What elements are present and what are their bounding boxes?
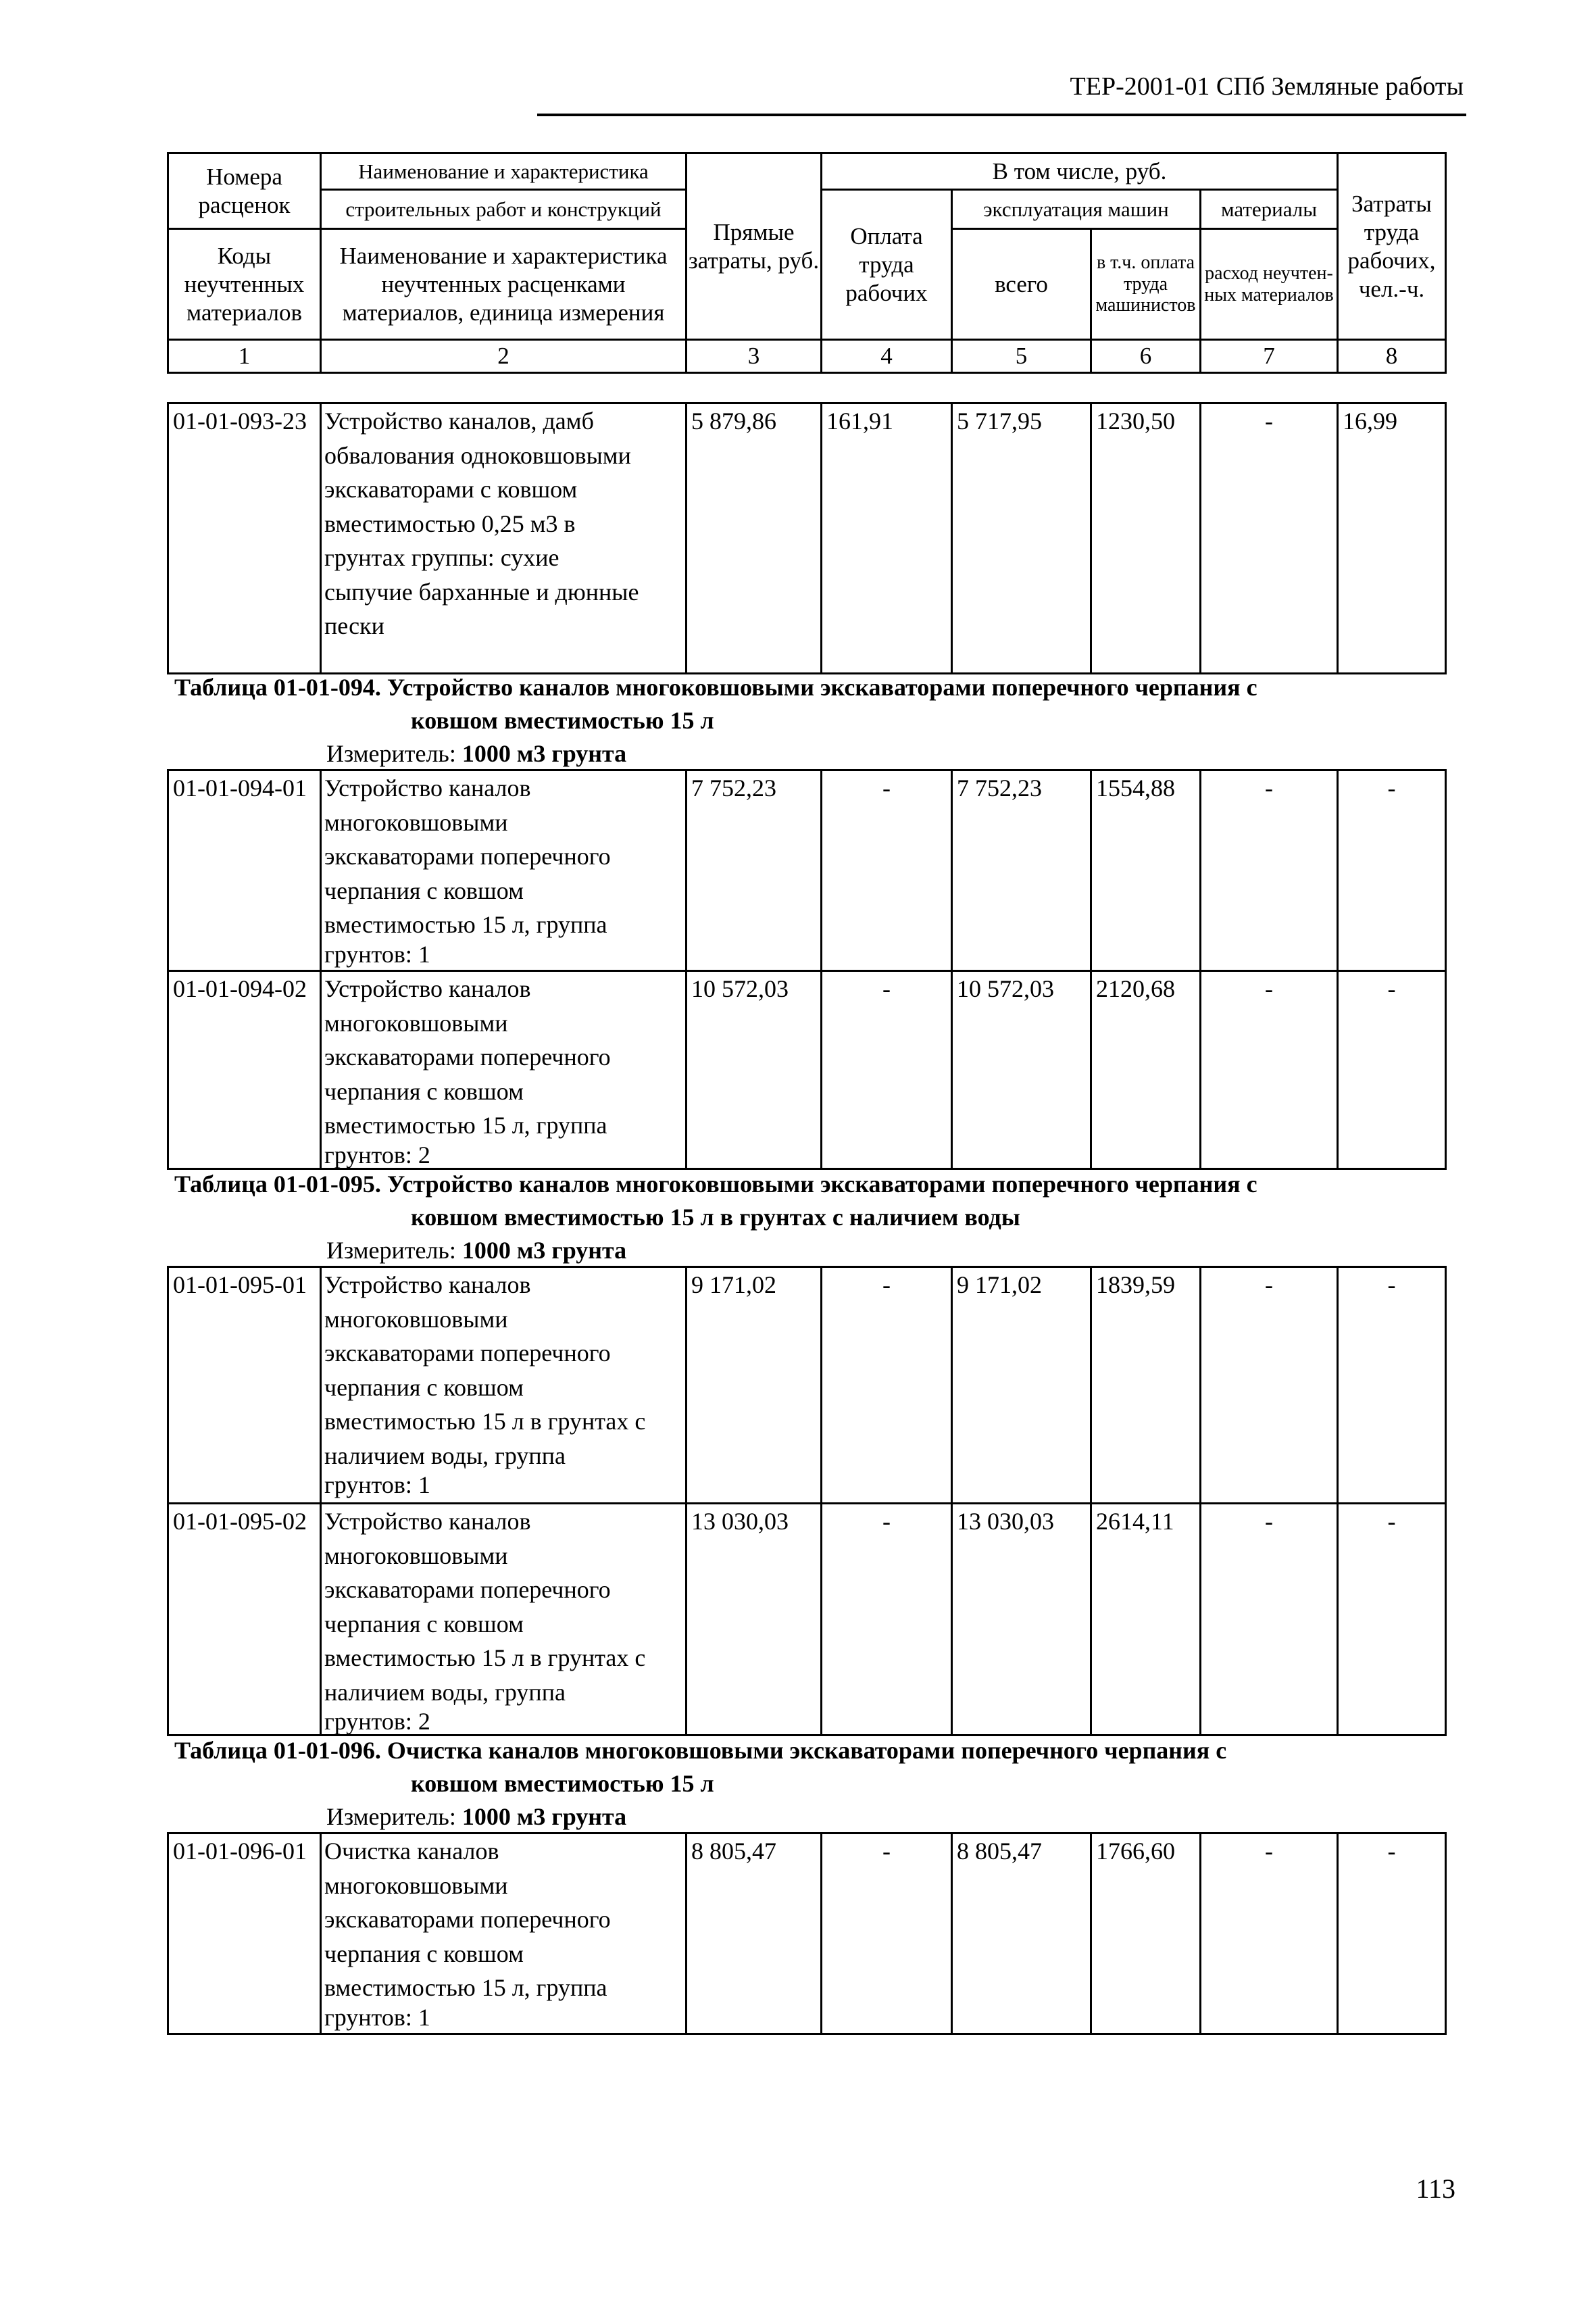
- desc-line: черпания с ковшом: [324, 1077, 524, 1105]
- desc-line: черпания с ковшом: [324, 1610, 524, 1638]
- desc-line: вместимостью 15 л, группа: [324, 911, 607, 938]
- measure-value: 1000 м3 грунта: [462, 1803, 627, 1830]
- desc-line: сыпучие барханные и дюнные: [324, 578, 639, 606]
- rate-table-094: [167, 769, 1447, 1170]
- material-use: -: [1201, 1504, 1338, 1736]
- desc-line: черпания с ковшом: [324, 877, 524, 904]
- desc-line: черпания с ковшом: [324, 1940, 524, 1967]
- col-num: 7: [1201, 340, 1338, 373]
- measure-unit: [326, 1236, 626, 1264]
- machinist-pay: 1554,88: [1091, 770, 1201, 971]
- rate-code: 01-01-093-23: [168, 403, 321, 674]
- desc-line: экскаваторами поперечного: [324, 843, 611, 870]
- labor-hours: -: [1338, 1267, 1446, 1504]
- rate-description: [321, 1267, 687, 1504]
- col-num: 1: [168, 340, 321, 373]
- col-num: 3: [687, 340, 822, 373]
- labor-pay: -: [822, 1833, 952, 2034]
- measure-unit: [326, 1802, 626, 1831]
- direct-costs: 7 752,23: [687, 770, 822, 971]
- measure-label: Измеритель:: [326, 1237, 456, 1264]
- header-name2: Наименование и характеристика неучтенных расценками материалов, единица измерения: [321, 229, 687, 340]
- desc-line: экскаваторами поперечного: [324, 1906, 611, 1933]
- desc-line: многоковшовыми: [324, 1871, 508, 1899]
- rate-description: [321, 403, 687, 674]
- desc-line: экскаваторами поперечного: [324, 1339, 611, 1367]
- col-num: 2: [321, 340, 687, 373]
- caption-line: Таблица 01-01-095. Устройство каналов многоковшовыми экскаваторами поперечного черпания с: [174, 1171, 1257, 1198]
- machine-total: 10 572,03: [952, 971, 1091, 1169]
- desc-line: наличием воды, группа: [324, 1678, 566, 1706]
- header-vtch: в т.ч. оплата труда машинистов: [1091, 229, 1201, 340]
- machine-total: 9 171,02: [952, 1267, 1091, 1504]
- rate-table-095: [167, 1266, 1447, 1736]
- labor-pay: 161,91: [822, 403, 952, 674]
- table-row: [168, 1504, 1446, 1736]
- material-use: -: [1201, 1833, 1338, 2034]
- header-name-line1: Наименование и характеристика: [321, 153, 687, 190]
- desc-line: экскаваторами поперечного: [324, 1043, 611, 1070]
- col-num: 4: [822, 340, 952, 373]
- rate-description: [321, 1833, 687, 2034]
- machine-total: 8 805,47: [952, 1833, 1091, 2034]
- desc-line: обвалования одноковшовыми: [324, 441, 631, 469]
- labor-pay: -: [822, 1267, 952, 1504]
- rate-description: [321, 1504, 687, 1736]
- material-use: -: [1201, 1267, 1338, 1504]
- machine-total: 13 030,03: [952, 1504, 1091, 1736]
- rate-description: [321, 971, 687, 1169]
- caption-line: ковшом вместимостью 15 л: [411, 707, 714, 734]
- desc-line: Устройство каналов: [324, 1271, 531, 1298]
- desc-line: многоковшовыми: [324, 1542, 508, 1569]
- header-vsego: всего: [952, 229, 1091, 340]
- header-nomera: Номера расценок: [168, 153, 321, 229]
- table-row: [168, 770, 1446, 971]
- labor-hours: -: [1338, 971, 1446, 1169]
- desc-line: грунтов: 2: [324, 1141, 430, 1168]
- desc-line: Устройство каналов: [324, 774, 531, 802]
- machinist-pay: 1839,59: [1091, 1267, 1201, 1504]
- machinist-pay: 1230,50: [1091, 403, 1201, 674]
- desc-line: пески: [324, 612, 384, 639]
- header-ekspluatacia: эксплуатация машин: [952, 190, 1201, 229]
- table-row: [168, 1833, 1446, 2034]
- caption-line: ковшом вместимостью 15 л: [411, 1770, 714, 1797]
- measure-value: 1000 м3 грунта: [462, 1237, 627, 1264]
- measure-value: 1000 м3 грунта: [462, 740, 627, 767]
- desc-line: грунтов: 1: [324, 2003, 430, 2031]
- table-row: [168, 1267, 1446, 1504]
- page-number: 113: [1416, 2173, 1455, 2204]
- header-name-line2: строительных работ и конструкций: [321, 190, 687, 229]
- labor-hours: -: [1338, 1504, 1446, 1736]
- desc-line: экскаваторами с ковшом: [324, 476, 578, 503]
- col-num: 5: [952, 340, 1091, 373]
- direct-costs: 8 805,47: [687, 1833, 822, 2034]
- desc-line: вместимостью 15 л в грунтах с: [324, 1408, 646, 1435]
- labor-pay: -: [822, 1504, 952, 1736]
- machine-total: 5 717,95: [952, 403, 1091, 674]
- measure-label: Измеритель:: [326, 1803, 456, 1830]
- column-header-table: [167, 152, 1447, 374]
- desc-line: Устройство каналов, дамб: [324, 408, 594, 435]
- direct-costs: 13 030,03: [687, 1504, 822, 1736]
- material-use: -: [1201, 971, 1338, 1169]
- header-v-tom-chisle: В том числе, руб.: [822, 153, 1338, 190]
- desc-line: Очистка каналов: [324, 1838, 499, 1865]
- header-zatraty: Затраты труда рабочих, чел.-ч.: [1338, 153, 1446, 340]
- desc-line: грунтов: 1: [324, 940, 430, 968]
- desc-line: вместимостью 15 л, группа: [324, 1112, 607, 1139]
- labor-pay: -: [822, 971, 952, 1169]
- machinist-pay: 2120,68: [1091, 971, 1201, 1169]
- desc-line: Устройство каналов: [324, 975, 531, 1002]
- caption-line: ковшом вместимостью 15 л в грунтах с наличием воды: [411, 1204, 1020, 1231]
- desc-line: экскаваторами поперечного: [324, 1576, 611, 1603]
- header-rashod: расход неучтен-ных материалов: [1201, 229, 1338, 340]
- direct-costs: 10 572,03: [687, 971, 822, 1169]
- desc-line: вместимостью 15 л в грунтах с: [324, 1644, 646, 1671]
- machinist-pay: 2614,11: [1091, 1504, 1201, 1736]
- rate-description: [321, 770, 687, 971]
- desc-line: грунтах группы: сухие: [324, 544, 559, 571]
- labor-hours: -: [1338, 1833, 1446, 2034]
- labor-hours: 16,99: [1338, 403, 1446, 674]
- machine-total: 7 752,23: [952, 770, 1091, 971]
- rate-code: 01-01-096-01: [168, 1833, 321, 2034]
- col-num: 6: [1091, 340, 1201, 373]
- table-row: [168, 971, 1446, 1169]
- desc-line: Устройство каналов: [324, 1508, 531, 1535]
- table-row: [168, 403, 1446, 674]
- rate-code: 01-01-095-02: [168, 1504, 321, 1736]
- rate-code: 01-01-094-01: [168, 770, 321, 971]
- labor-pay: -: [822, 770, 952, 971]
- material-use: -: [1201, 770, 1338, 971]
- measure-label: Измеритель:: [326, 740, 456, 767]
- col-num: 8: [1338, 340, 1446, 373]
- caption-line: Таблица 01-01-096. Очистка каналов многоковшовыми экскаваторами поперечного черпания с: [174, 1737, 1227, 1764]
- header-oplata: Оплата труда рабочих: [822, 190, 952, 340]
- desc-line: грунтов: 2: [324, 1708, 430, 1735]
- labor-hours: -: [1338, 770, 1446, 971]
- column-numbers-row: [168, 340, 1446, 373]
- direct-costs: 9 171,02: [687, 1267, 822, 1504]
- desc-line: вместимостью 0,25 м3 в: [324, 510, 576, 537]
- rate-table-093: [167, 402, 1447, 674]
- material-use: -: [1201, 403, 1338, 674]
- header-kody: Коды неучтенных материалов: [168, 229, 321, 340]
- caption-line: Таблица 01-01-094. Устройство каналов многоковшовыми экскаваторами поперечного черпания с: [174, 674, 1257, 701]
- desc-line: вместимостью 15 л, группа: [324, 1974, 607, 2001]
- header-rule: [537, 114, 1466, 116]
- desc-line: многоковшовыми: [324, 808, 508, 836]
- desc-line: наличием воды, группа: [324, 1442, 566, 1469]
- rate-code: 01-01-095-01: [168, 1267, 321, 1504]
- header-materialy: материалы: [1201, 190, 1338, 229]
- machinist-pay: 1766,60: [1091, 1833, 1201, 2034]
- header-pryamye: Прямые затраты, руб.: [687, 153, 822, 340]
- desc-line: черпания с ковшом: [324, 1373, 524, 1401]
- measure-unit: [326, 739, 626, 768]
- desc-line: многоковшовыми: [324, 1305, 508, 1333]
- desc-line: грунтов: 1: [324, 1471, 430, 1498]
- rate-table-096: [167, 1832, 1447, 2035]
- direct-costs: 5 879,86: [687, 403, 822, 674]
- rate-code: 01-01-094-02: [168, 971, 321, 1169]
- running-head: ТЕР-2001-01 СПб Земляные работы: [1070, 72, 1464, 101]
- desc-line: многоковшовыми: [324, 1009, 508, 1037]
